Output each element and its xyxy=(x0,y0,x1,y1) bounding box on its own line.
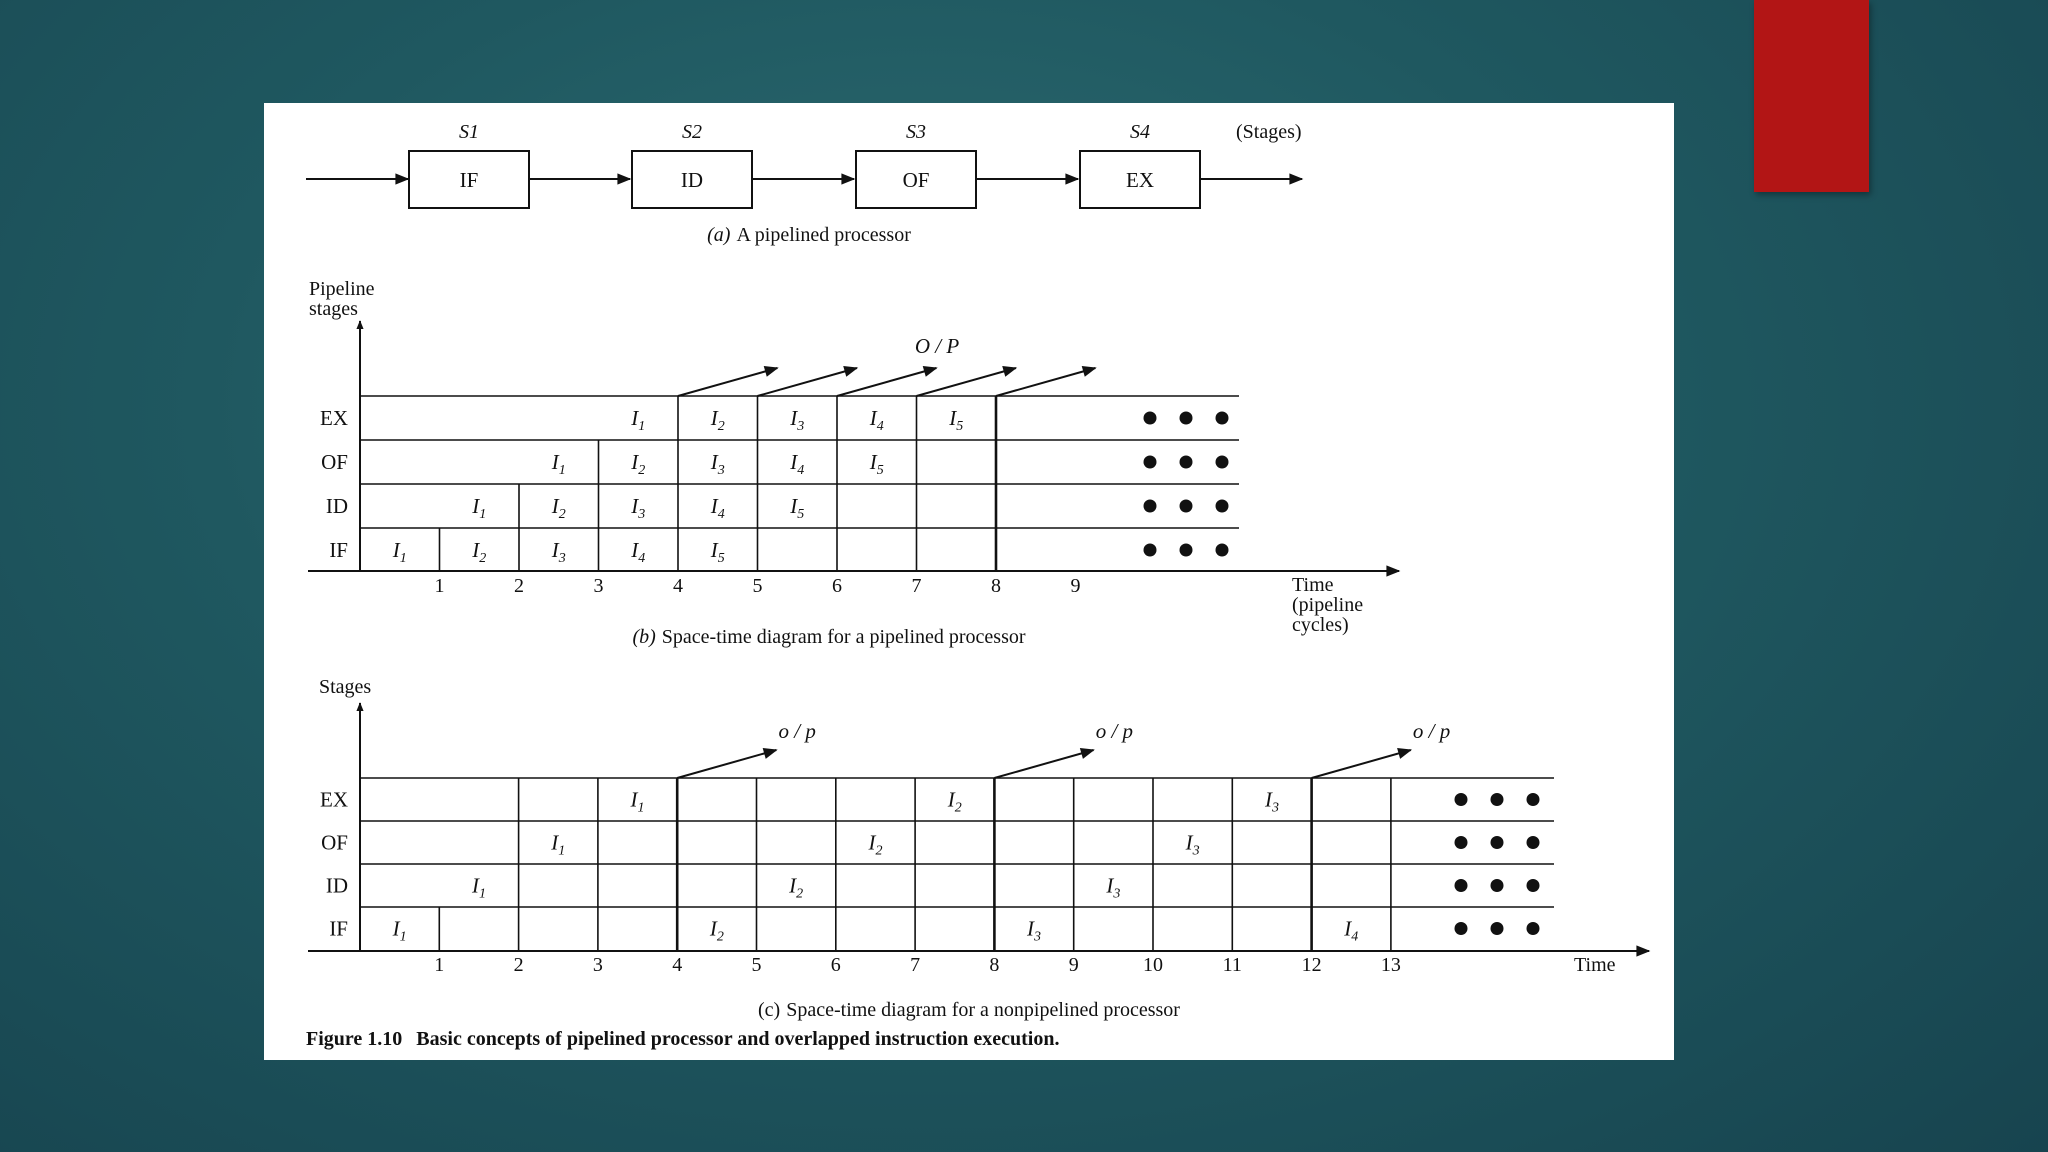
instruction-cell: $I_1$ xyxy=(472,494,487,522)
continuation-dot xyxy=(1180,456,1193,469)
instruction-cell: $I_2$ xyxy=(472,538,487,566)
row-label-if: IF xyxy=(329,538,348,562)
stage-tag-s1: S1 xyxy=(459,121,479,143)
y-title-b-line2: stages xyxy=(309,298,358,320)
instruction-cell: $I_1$ xyxy=(631,406,646,434)
instruction-cell: $I_3$ xyxy=(1027,916,1042,945)
continuation-dot xyxy=(1216,456,1229,469)
row-label-ex: EX xyxy=(320,406,348,430)
instruction-cell: $I_5$ xyxy=(869,450,884,478)
continuation-dot xyxy=(1144,412,1157,425)
time-tick-label: 9 xyxy=(1070,575,1081,597)
instruction-cell: $I_3$ xyxy=(790,406,805,434)
output-arrow xyxy=(678,368,777,396)
time-tick-label: 8 xyxy=(991,575,1001,597)
instruction-cell: $I_4$ xyxy=(1344,916,1359,945)
output-arrow xyxy=(917,368,1016,396)
figure-panel xyxy=(264,103,1674,1060)
stages-label: (Stages) xyxy=(1236,121,1302,143)
caption-a: (a) A pipelined processor xyxy=(707,224,911,246)
continuation-dot xyxy=(1144,544,1157,557)
continuation-dot xyxy=(1455,922,1468,935)
continuation-dot xyxy=(1455,836,1468,849)
continuation-dot xyxy=(1180,500,1193,513)
pipelined-space-time-diagram xyxy=(308,278,1399,648)
time-label-b-line2: (pipeline xyxy=(1292,594,1364,616)
time-tick-label: 2 xyxy=(513,954,524,976)
continuation-dot xyxy=(1527,879,1540,892)
instruction-cell: $I_3$ xyxy=(1185,830,1200,859)
continuation-dot xyxy=(1216,544,1229,557)
instruction-cell: $I_3$ xyxy=(631,494,646,522)
continuation-dot xyxy=(1527,793,1540,806)
output-label-c: o / p xyxy=(1412,719,1451,743)
instruction-cell: $I_1$ xyxy=(630,787,645,816)
instruction-cell: $I_3$ xyxy=(1106,873,1121,902)
stage-tag-s2: S2 xyxy=(682,121,702,143)
continuation-dot xyxy=(1491,793,1504,806)
output-label-b: O / P xyxy=(914,334,960,358)
output-arrow xyxy=(996,368,1095,396)
instruction-cell: $I_4$ xyxy=(710,494,725,522)
time-tick-label: 2 xyxy=(514,575,524,597)
time-label-b-line3: cycles) xyxy=(1292,614,1349,636)
y-title-b-line1: Pipeline xyxy=(309,278,375,300)
time-label-b-line1: Time xyxy=(1292,574,1334,596)
time-tick-label: 3 xyxy=(592,954,603,976)
instruction-cell: $I_4$ xyxy=(631,538,646,566)
time-tick-label: 1 xyxy=(434,954,445,976)
time-label-c: Time xyxy=(1574,954,1616,976)
time-tick-label: 7 xyxy=(911,575,922,597)
instruction-cell: $I_5$ xyxy=(710,538,725,566)
time-tick-label: 5 xyxy=(751,954,762,976)
y-title-c: Stages xyxy=(319,676,372,698)
stage-tag-s4: S4 xyxy=(1130,121,1150,143)
instruction-cell: $I_5$ xyxy=(949,406,964,434)
time-tick-label: 6 xyxy=(830,954,841,976)
slide-accent-bar xyxy=(1754,0,1869,192)
instruction-cell: $I_2$ xyxy=(709,916,724,945)
continuation-dot xyxy=(1180,544,1193,557)
continuation-dot xyxy=(1455,879,1468,892)
nonpipelined-space-time-diagram xyxy=(308,676,1649,1021)
time-tick-label: 8 xyxy=(989,954,1000,976)
continuation-dot xyxy=(1527,836,1540,849)
continuation-dot xyxy=(1216,412,1229,425)
row-label-id: ID xyxy=(325,494,348,518)
instruction-cell: $I_4$ xyxy=(869,406,884,434)
instruction-cell: $I_2$ xyxy=(631,450,646,478)
row-label-if: IF xyxy=(329,916,348,941)
stage-box-of-label: OF xyxy=(902,168,930,192)
time-tick-label: 4 xyxy=(672,954,683,976)
continuation-dot xyxy=(1491,879,1504,892)
caption-c: (c) Space-time diagram for a nonpipelined processor xyxy=(758,999,1180,1021)
stage-tag-s3: S3 xyxy=(906,121,926,143)
instruction-cell: $I_1$ xyxy=(551,830,566,859)
instruction-cell: $I_2$ xyxy=(551,494,566,522)
instruction-cell: $I_1$ xyxy=(551,450,566,478)
instruction-cell: $I_5$ xyxy=(790,494,805,522)
time-tick-label: 4 xyxy=(673,575,683,597)
continuation-dot xyxy=(1491,922,1504,935)
time-tick-label: 6 xyxy=(832,575,842,597)
figure-caption: Figure 1.10 Basic concepts of pipelined processor and overlapped instruction execution. xyxy=(306,1028,1060,1050)
instruction-cell: $I_2$ xyxy=(868,830,883,859)
instruction-cell: $I_2$ xyxy=(710,406,725,434)
instruction-cell: $I_1$ xyxy=(392,916,407,945)
output-arrow xyxy=(837,368,936,396)
pipeline-figure xyxy=(264,103,1674,1060)
time-tick-label: 3 xyxy=(593,575,604,597)
caption-b: (b) Space-time diagram for a pipelined processor xyxy=(632,626,1026,648)
output-arrow xyxy=(758,368,857,396)
continuation-dot xyxy=(1144,456,1157,469)
time-tick-label: 12 xyxy=(1301,954,1322,976)
instruction-cell: $I_1$ xyxy=(471,873,486,902)
stage-box-id-label: ID xyxy=(680,168,704,192)
continuation-dot xyxy=(1144,500,1157,513)
row-label-of: OF xyxy=(321,450,348,474)
pipelined-processor-diagram xyxy=(306,121,1302,246)
time-tick-label: 13 xyxy=(1380,954,1401,976)
output-arrow xyxy=(677,750,776,778)
time-tick-label: 10 xyxy=(1143,954,1163,976)
stage-box-ex-label: EX xyxy=(1126,168,1154,192)
output-label-c: o / p xyxy=(1095,719,1134,743)
row-label-ex: EX xyxy=(320,787,348,812)
continuation-dot xyxy=(1527,922,1540,935)
continuation-dot xyxy=(1180,412,1193,425)
output-arrow xyxy=(994,750,1093,778)
instruction-cell: $I_3$ xyxy=(710,450,725,478)
time-tick-label: 1 xyxy=(434,575,445,597)
time-tick-label: 5 xyxy=(752,575,763,597)
output-arrow xyxy=(1312,750,1411,778)
instruction-cell: $I_4$ xyxy=(790,450,805,478)
continuation-dot xyxy=(1216,500,1229,513)
instruction-cell: $I_2$ xyxy=(789,873,804,902)
instruction-cell: $I_1$ xyxy=(392,538,407,566)
instruction-cell: $I_3$ xyxy=(1264,787,1279,816)
row-label-id: ID xyxy=(325,873,348,898)
instruction-cell: $I_3$ xyxy=(551,538,566,566)
time-tick-label: 9 xyxy=(1068,954,1079,976)
continuation-dot xyxy=(1491,836,1504,849)
instruction-cell: $I_2$ xyxy=(947,787,962,816)
time-tick-label: 11 xyxy=(1222,954,1242,976)
stage-box-if-label: IF xyxy=(459,168,479,192)
output-label-c: o / p xyxy=(778,719,816,743)
row-label-of: OF xyxy=(321,830,348,855)
time-tick-label: 7 xyxy=(910,954,921,976)
continuation-dot xyxy=(1455,793,1468,806)
